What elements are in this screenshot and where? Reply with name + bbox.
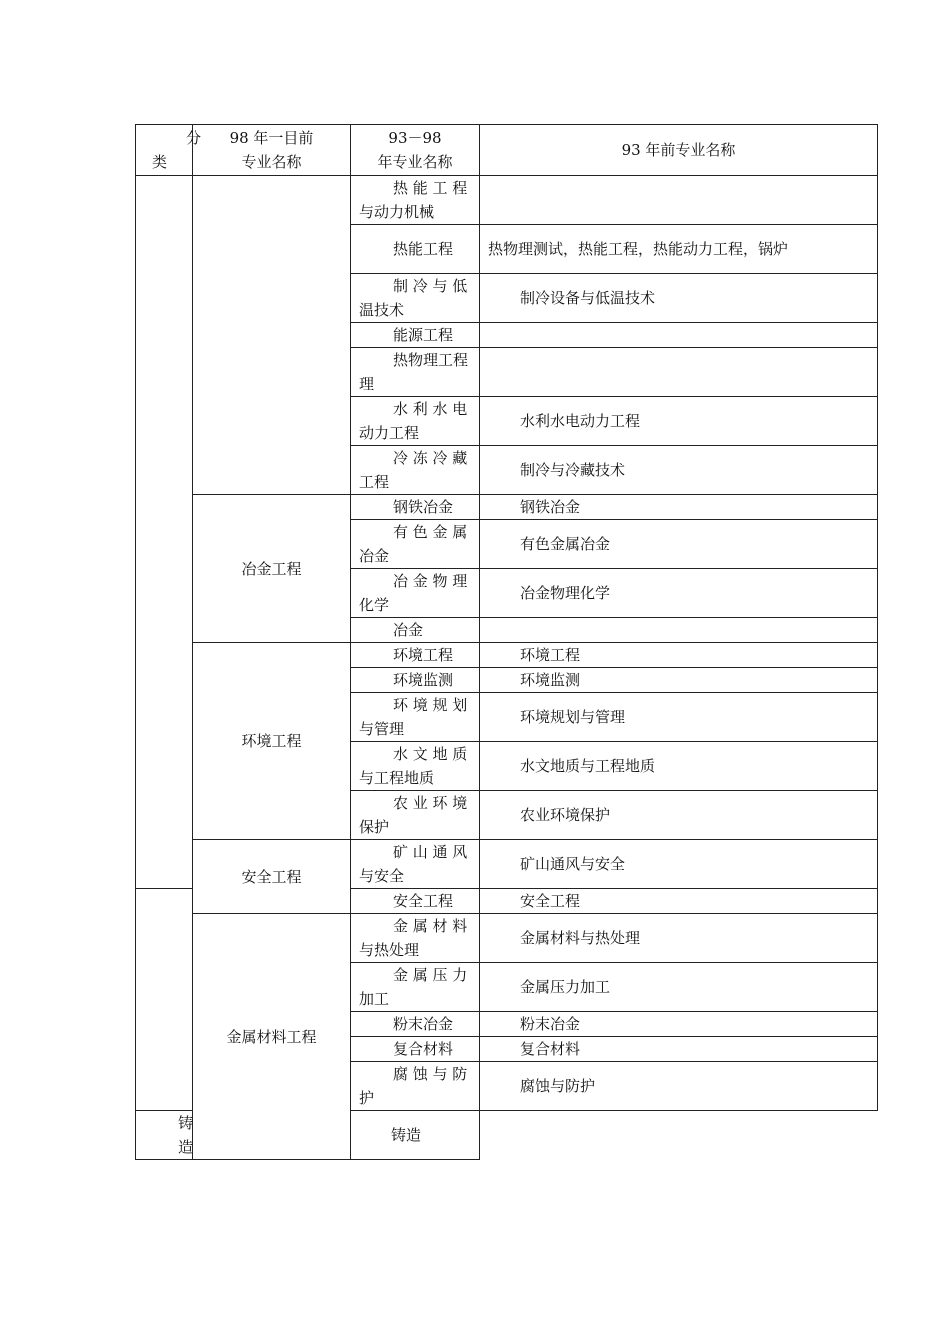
major-98-cell: 环境工程 [193, 643, 351, 840]
major-pre-93-cell: 环境工程 [480, 643, 878, 668]
major-93-98-line2: 与安全 [359, 867, 405, 885]
major-pre-93-cell: 制冷与冷藏技术 [480, 446, 878, 495]
major-pre-93-cell [480, 323, 878, 348]
major-pre-93-cell: 冶金物理化学 [480, 569, 878, 618]
major-93-98-line2: 工程 [359, 473, 390, 491]
major-93-98-cell [351, 1012, 480, 1037]
header-98-line1: 98 年一目前 [229, 129, 314, 147]
major-93-98-cell [351, 348, 480, 397]
major-93-98-line1: 铸造 [178, 1114, 194, 1156]
table-row [136, 495, 878, 520]
major-pre-93-cell: 水文地质与工程地质 [480, 742, 878, 791]
major-93-98-cell [351, 840, 480, 889]
header-category [136, 125, 202, 176]
major-pre-93-cell: 粉末冶金 [480, 1012, 878, 1037]
major-pre-93-cell: 环境规划与管理 [480, 693, 878, 742]
major-93-98-line1: 水 利 水 电 [393, 400, 468, 418]
table-row [136, 840, 878, 889]
major-93-98-line1: 安全工程 [393, 892, 454, 910]
table-row [136, 176, 878, 225]
major-93-98-cell [351, 397, 480, 446]
major-93-98-line1: 粉末冶金 [393, 1015, 454, 1033]
major-93-98-line1: 环 境 规 划 [393, 696, 468, 714]
major-93-98-cell [351, 668, 480, 693]
major-93-98-line1: 金 属 压 力 [393, 966, 468, 984]
major-pre-93-cell: 铸造 [351, 1111, 480, 1160]
major-93-98-cell [351, 742, 480, 791]
major-pre-93-cell: 复合材料 [480, 1037, 878, 1062]
major-mapping-table [135, 124, 878, 1160]
major-93-98-line2: 与动力机械 [359, 203, 435, 221]
header-98-line2: 专业名称 [241, 153, 302, 171]
major-pre-93-cell: 矿山通风与安全 [480, 840, 878, 889]
major-93-98-line1: 能源工程 [393, 326, 454, 344]
major-93-98-line2: 冶金 [359, 547, 390, 565]
major-93-98-line1: 矿 山 通 风 [393, 843, 468, 861]
major-93-98-line1: 冶金 [393, 621, 424, 639]
major-93-98-cell [351, 176, 480, 225]
major-93-98-cell [351, 274, 480, 323]
major-pre-93-cell [480, 618, 878, 643]
category-cell [136, 889, 193, 1111]
major-93-98-cell [351, 446, 480, 495]
major-pre-93-cell: 金属材料与热处理 [480, 914, 878, 963]
major-pre-93-cell: 金属压力加工 [480, 963, 878, 1012]
major-93-98-line1: 环境工程 [393, 646, 454, 664]
major-pre-93-cell: 农业环境保护 [480, 791, 878, 840]
major-93-98-cell [136, 1111, 193, 1160]
major-93-98-cell [351, 963, 480, 1012]
major-93-98-line1: 热能工程 [393, 240, 454, 258]
major-pre-93-cell: 安全工程 [480, 889, 878, 914]
major-93-98-cell [351, 889, 480, 914]
header-93-98 [351, 125, 480, 176]
major-93-98-line2: 理 [359, 375, 375, 393]
major-93-98-cell [351, 1062, 480, 1111]
major-98-cell: 金属材料工程 [193, 914, 351, 1160]
major-pre-93-cell: 有色金属冶金 [480, 520, 878, 569]
major-93-98-line2: 护 [359, 1089, 375, 1107]
major-93-98-cell [351, 225, 480, 274]
category-cell [136, 176, 193, 889]
major-98-cell: 冶金工程 [193, 495, 351, 643]
major-pre-93-cell: 环境监测 [480, 668, 878, 693]
major-93-98-cell [351, 791, 480, 840]
major-pre-93-cell: 腐蚀与防护 [480, 1062, 878, 1111]
major-93-98-line1: 制 冷 与 低 [393, 277, 468, 295]
major-93-98-line2: 与工程地质 [359, 769, 435, 787]
major-pre-93-cell: 钢铁冶金 [480, 495, 878, 520]
major-93-98-line2: 与热处理 [359, 941, 420, 959]
major-93-98-cell [351, 643, 480, 668]
major-93-98-line1: 热物理工程 [393, 351, 469, 369]
major-93-98-line1: 热 能 工 程 [393, 179, 468, 197]
major-93-98-cell [351, 520, 480, 569]
header-9398-line2: 年专业名称 [377, 153, 453, 171]
major-98-cell: 安全工程 [193, 840, 351, 914]
major-93-98-line1: 冷 冻 冷 藏 [393, 449, 468, 467]
major-93-98-line2: 与管理 [359, 720, 405, 738]
major-93-98-line1: 有 色 金 属 [393, 523, 468, 541]
major-93-98-cell [351, 495, 480, 520]
major-93-98-cell [351, 1037, 480, 1062]
major-pre-93-cell [480, 348, 878, 397]
major-93-98-cell [351, 693, 480, 742]
major-93-98-line1: 水 文 地 质 [393, 745, 468, 763]
major-93-98-line1: 钢铁冶金 [393, 498, 454, 516]
major-98-cell [193, 176, 351, 495]
major-93-98-cell [351, 569, 480, 618]
major-93-98-cell [351, 323, 480, 348]
major-93-98-line1: 金 属 材 料 [393, 917, 468, 935]
major-93-98-cell [351, 914, 480, 963]
table-row [136, 914, 878, 963]
table-row [136, 643, 878, 668]
major-93-98-line1: 农 业 环 境 [393, 794, 468, 812]
header-98-current [193, 125, 351, 176]
major-93-98-line1: 冶 金 物 理 [393, 572, 468, 590]
major-pre-93-cell: 制冷设备与低温技术 [480, 274, 878, 323]
major-93-98-cell [351, 618, 480, 643]
major-93-98-line2: 保护 [359, 818, 390, 836]
major-93-98-line2: 化学 [359, 596, 390, 614]
header-pre-93: 93 年前专业名称 [480, 125, 878, 176]
header-row [136, 125, 878, 176]
major-93-98-line2: 加工 [359, 990, 390, 1008]
header-category-line2: 类 [152, 153, 168, 171]
major-93-98-line1: 复合材料 [393, 1040, 454, 1058]
major-93-98-line2: 温技术 [359, 301, 405, 319]
major-93-98-line1: 环境监测 [393, 671, 454, 689]
header-9398-line1: 93－98 [388, 129, 442, 147]
major-pre-93-cell: 水利水电动力工程 [480, 397, 878, 446]
major-pre-93-cell: 热物理测试，热能工程，热能动力工程，锅炉 [480, 225, 878, 274]
major-pre-93-cell [480, 176, 878, 225]
header-category-line1: 分 [186, 129, 202, 147]
major-93-98-line1: 腐 蚀 与 防 [393, 1065, 468, 1083]
major-93-98-line2: 动力工程 [359, 424, 420, 442]
